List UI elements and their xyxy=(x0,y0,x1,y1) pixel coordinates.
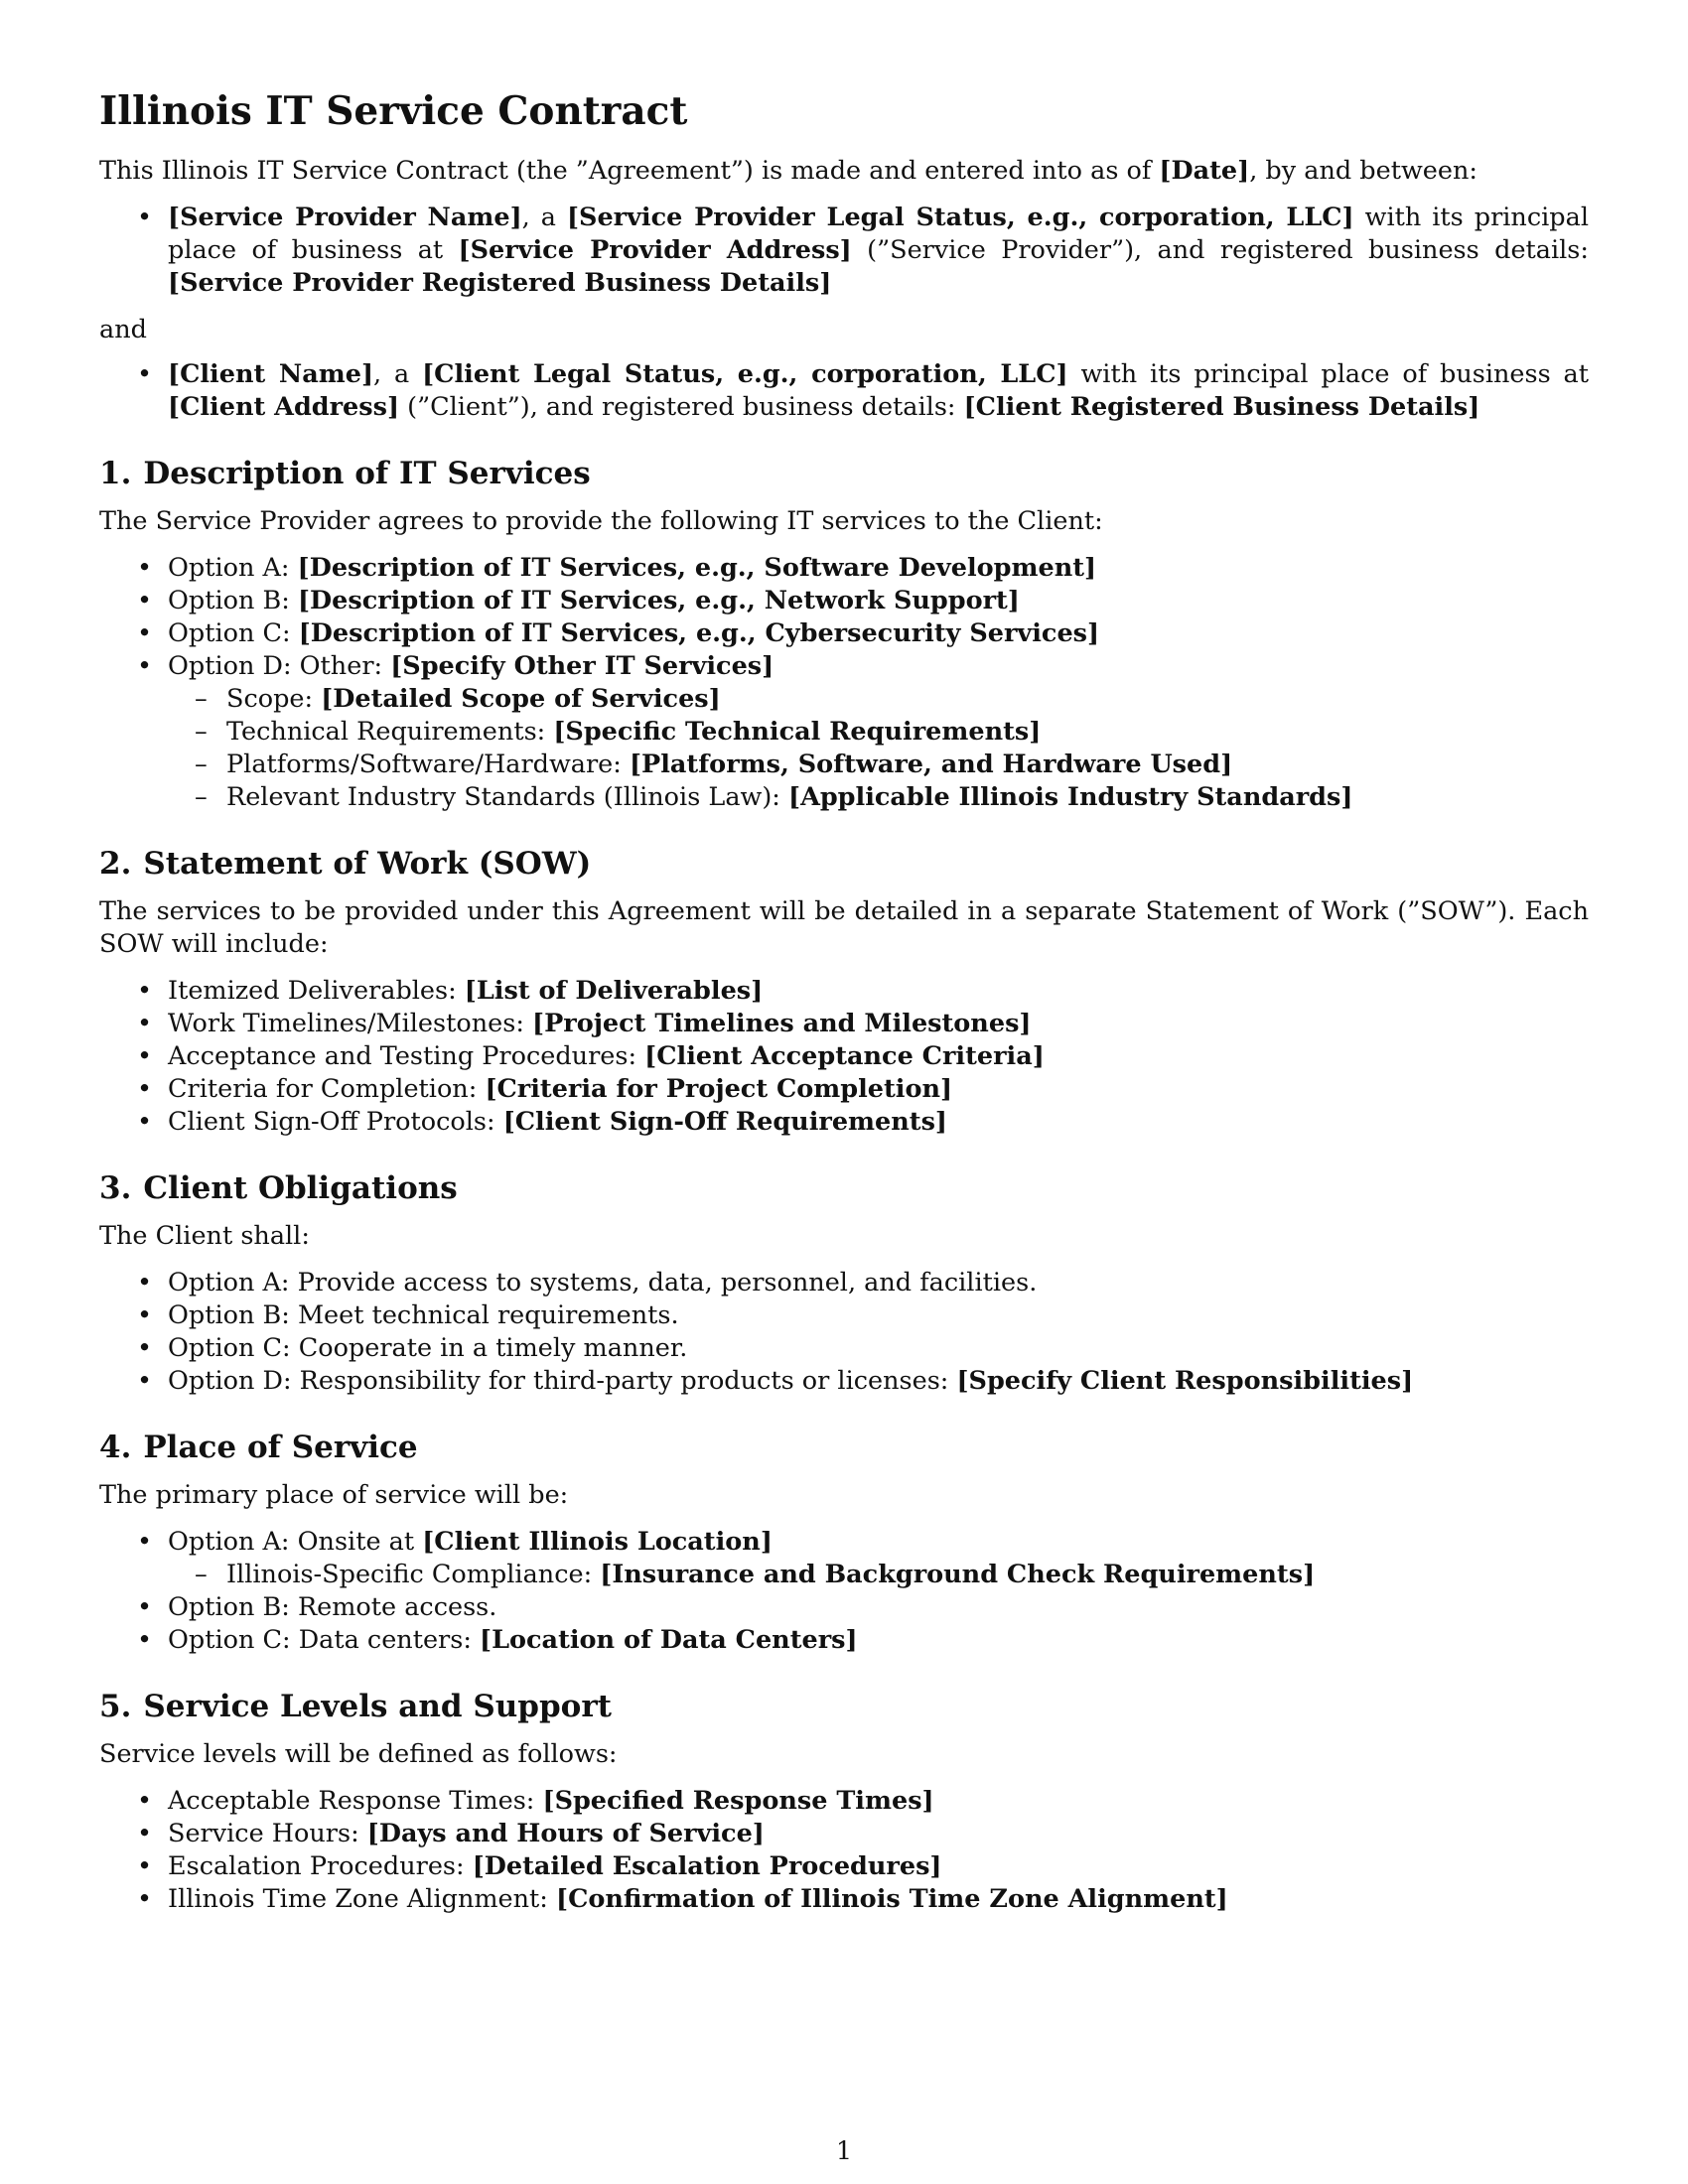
list-item xyxy=(99,1365,1589,1398)
item-label: Option B: xyxy=(168,586,298,615)
client-details: [Client Registered Business Details] xyxy=(963,392,1480,422)
section-title: Place of Service xyxy=(143,1430,418,1465)
date-placeholder: [Date] xyxy=(1159,156,1250,186)
section-intro-3: The Client shall: xyxy=(99,1221,310,1251)
provider-details: [Service Provider Registered Business Details] xyxy=(168,268,832,298)
list-item xyxy=(99,1785,1589,1818)
item-placeholder: [Days and Hours of Service] xyxy=(366,1819,765,1848)
contract-page xyxy=(99,87,1589,1930)
list-item xyxy=(99,1073,1589,1106)
item-label: Escalation Procedures: xyxy=(168,1851,473,1881)
item-placeholder: [Specify Client Responsibilities] xyxy=(956,1366,1414,1396)
section-number: 3. xyxy=(99,1170,132,1206)
item-label: Option A: Provide access to systems, data, personnel, and facilities. xyxy=(168,1268,1038,1297)
item-placeholder: [List of Deliverables] xyxy=(464,976,764,1006)
provider-address: [Service Provider Address] xyxy=(458,235,852,265)
section-intro-4: The primary place of service will be: xyxy=(99,1480,569,1510)
intro-text-2: , by and between: xyxy=(1249,156,1477,186)
item-placeholder: [Specified Response Times] xyxy=(542,1786,934,1816)
provider-item xyxy=(99,202,1589,300)
document-title: Illinois IT Service Contract xyxy=(99,88,688,134)
section-title: Client Obligations xyxy=(143,1170,458,1206)
item-label: Option B: Meet technical requirements. xyxy=(168,1300,679,1330)
section-title: Description of IT Services xyxy=(143,456,591,491)
list-item xyxy=(99,1883,1589,1916)
provider-list xyxy=(99,202,1589,300)
item-label: Illinois Time Zone Alignment: xyxy=(168,1884,557,1914)
item-placeholder: [Client Acceptance Criteria] xyxy=(644,1041,1045,1071)
section-list-2 xyxy=(99,975,1589,1139)
section-heading-3 xyxy=(99,1168,1589,1208)
item-label: Acceptance and Testing Procedures: xyxy=(168,1041,645,1071)
item-label: Platforms/Software/Hardware: xyxy=(226,750,630,779)
item-placeholder: [Client Sign-Off Requirements] xyxy=(502,1107,947,1137)
list-item xyxy=(99,1040,1589,1073)
provider-text-2: with its principal place of business at xyxy=(168,203,1589,265)
item-label: Scope: xyxy=(226,684,322,714)
list-item xyxy=(99,1332,1589,1365)
section-heading-5 xyxy=(99,1687,1589,1726)
section-number: 4. xyxy=(99,1430,132,1465)
sub-list-item xyxy=(99,716,1589,749)
item-label: Option B: Remote access. xyxy=(168,1592,497,1622)
section-intro-2: The services to be provided under this Agreement will be detailed in a separate Statement of Work (”SOW”). Each SOW will include: xyxy=(99,896,1589,959)
and-text: and xyxy=(99,315,147,344)
list-item xyxy=(99,585,1589,617)
section-intro-5: Service levels will be defined as follows: xyxy=(99,1739,618,1769)
item-placeholder: [Insurance and Background Check Requirements] xyxy=(600,1560,1316,1589)
provider-name: [Service Provider Name] xyxy=(168,203,522,232)
sub-list-item xyxy=(99,683,1589,716)
sub-list-item xyxy=(99,781,1589,814)
item-label: Acceptable Response Times: xyxy=(168,1786,543,1816)
list-item xyxy=(99,1526,1589,1559)
list-item xyxy=(99,552,1589,585)
item-label: Criteria for Completion: xyxy=(168,1074,486,1104)
section-intro-1: The Service Provider agrees to provide the following IT services to the Client: xyxy=(99,506,1103,536)
sub-list-item xyxy=(99,1559,1589,1591)
section-list-3 xyxy=(99,1267,1589,1398)
list-item xyxy=(99,1106,1589,1139)
item-label: Illinois-Specific Compliance: xyxy=(226,1560,601,1589)
section-title: Statement of Work (SOW) xyxy=(143,846,592,882)
page-number: 1 xyxy=(835,2136,853,2166)
provider-legal-status: [Service Provider Legal Status, e.g., corporation, LLC] xyxy=(566,203,1354,232)
item-placeholder: [Criteria for Project Completion] xyxy=(485,1074,953,1104)
item-placeholder: [Specify Other IT Services] xyxy=(390,651,774,681)
list-item xyxy=(99,1818,1589,1850)
item-placeholder: [Detailed Escalation Procedures] xyxy=(472,1851,942,1881)
client-text-1: , a xyxy=(373,359,423,389)
section-number: 2. xyxy=(99,846,132,882)
section-heading-4 xyxy=(99,1428,1589,1467)
client-text-2: with its principal place of business at xyxy=(1067,359,1589,389)
item-label: Option A: xyxy=(168,553,298,583)
section-heading-1 xyxy=(99,454,1589,493)
section-list-5 xyxy=(99,1785,1589,1916)
item-label: Service Hours: xyxy=(168,1819,367,1848)
section-list-4 xyxy=(99,1526,1589,1657)
client-list xyxy=(99,358,1589,424)
item-placeholder: [Applicable Illinois Industry Standards] xyxy=(788,782,1353,812)
item-label: Option C: xyxy=(168,618,299,648)
item-label: Technical Requirements: xyxy=(226,717,554,747)
client-text-3: (”Client”), and registered business details: xyxy=(399,392,964,422)
item-label: Client Sign-Off Protocols: xyxy=(168,1107,503,1137)
client-address: [Client Address] xyxy=(168,392,400,422)
section-list-1 xyxy=(99,552,1589,814)
intro-text-1: This Illinois IT Service Contract (the ”Agreement”) is made and entered into as of xyxy=(99,156,1160,186)
item-label: Option A: Onsite at xyxy=(168,1527,423,1557)
item-placeholder: [Description of IT Services, e.g., Software Development] xyxy=(297,553,1097,583)
list-item xyxy=(99,1591,1589,1624)
list-item xyxy=(99,1299,1589,1332)
item-placeholder: [Location of Data Centers] xyxy=(480,1625,858,1655)
item-placeholder: [Description of IT Services, e.g., Cybersecurity Services] xyxy=(298,618,1100,648)
provider-text-3: (”Service Provider”), and registered business details: xyxy=(851,235,1589,265)
list-item xyxy=(99,617,1589,650)
section-number: 1. xyxy=(99,456,132,491)
item-label: Itemized Deliverables: xyxy=(168,976,465,1006)
item-placeholder: [Project Timelines and Milestones] xyxy=(532,1009,1032,1038)
list-item xyxy=(99,1267,1589,1299)
client-name: [Client Name] xyxy=(168,359,374,389)
list-item xyxy=(99,650,1589,683)
item-placeholder: [Description of IT Services, e.g., Network Support] xyxy=(297,586,1020,615)
list-item xyxy=(99,1624,1589,1657)
item-label: Option D: Other: xyxy=(168,651,391,681)
item-label: Option C: Cooperate in a timely manner. xyxy=(168,1333,688,1363)
item-placeholder: [Specific Technical Requirements] xyxy=(553,717,1042,747)
item-label: Option D: Responsibility for third-party products or licenses: xyxy=(168,1366,957,1396)
item-placeholder: [Client Illinois Location] xyxy=(422,1527,773,1557)
intro-paragraph xyxy=(99,155,1589,188)
item-placeholder: [Detailed Scope of Services] xyxy=(321,684,721,714)
list-item xyxy=(99,975,1589,1008)
section-heading-2 xyxy=(99,844,1589,884)
item-label: Work Timelines/Milestones: xyxy=(168,1009,533,1038)
item-label: Option C: Data centers: xyxy=(168,1625,481,1655)
client-item xyxy=(99,358,1589,424)
list-item xyxy=(99,1850,1589,1883)
item-placeholder: [Platforms, Software, and Hardware Used] xyxy=(629,750,1233,779)
provider-text-1: , a xyxy=(521,203,567,232)
item-placeholder: [Confirmation of Illinois Time Zone Alignment] xyxy=(556,1884,1228,1914)
item-label: Relevant Industry Standards (Illinois Law): xyxy=(226,782,788,812)
list-item xyxy=(99,1008,1589,1040)
section-number: 5. xyxy=(99,1689,132,1724)
sub-list-item xyxy=(99,749,1589,781)
client-legal-status: [Client Legal Status, e.g., corporation, LLC] xyxy=(422,359,1068,389)
section-title: Service Levels and Support xyxy=(143,1689,612,1724)
